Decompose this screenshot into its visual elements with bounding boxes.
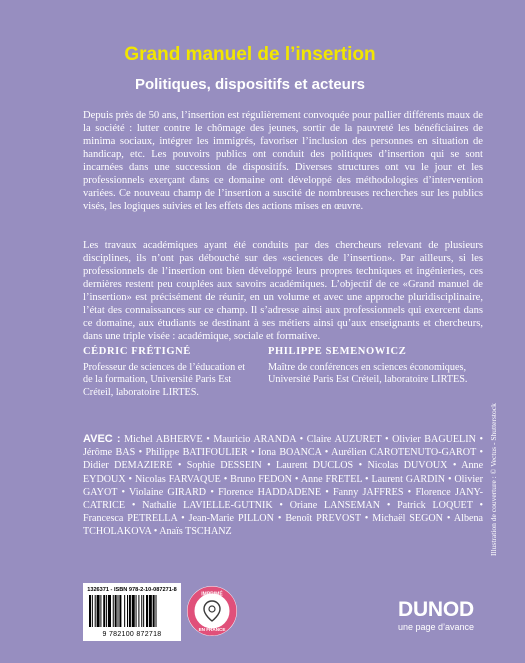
contributor-names: Michel ABHERVE • Mauricio ARANDA • Claire AUZURET • Olivier BAGUELIN • Jérôme BAS • Philippe BATIFOULIER • Iona BOANCA • Aurélien CAROTENUTO-GAROT • Didier DEMAZIERE • Sophie DESSEIN • Laurent DUCLOS • Nicolas DUVOUX • Anne EYDOUX • Nicolas FARVAQUE • Bruno FEDON • Anne FRETEL • Laurent GARDIN • Olivier GAYOT • Violaine GIRARD • Florence HADDADENE • Fanny JAFFRES • Florence JANY-CATRICE • Nathalie LAVIELLE-GUTNIK • Oriane LANSEMAN • Patrick LOQUET • Francesca PETRELLA • Jean-Marie PILLON • Benoît PREVOST • Michaël SEGON • Albena TCHOLAKOVA • Anaïs TSCHANZ — [83, 434, 484, 538]
contributor-name: Iona BOANCA — [257, 447, 322, 459]
author-bio: Professeur de sciences de l’éducation et de la formation, Université Paris Est Créteil, laboratoire LIRTES. — [83, 361, 246, 398]
book-title: Grand manuel de l’insertion — [124, 44, 376, 65]
contributor-name: Florence HADDADENE — [218, 486, 322, 498]
contributor-name: Patrick LOQUET — [397, 500, 473, 512]
contributor-name: Sophie DESSEIN — [186, 460, 262, 472]
contributor-name: Francesca PETRELLA — [83, 513, 178, 525]
contributor-name: Oriane LANSEMAN — [289, 500, 381, 512]
contributor-name: Violaine GIRARD — [129, 486, 207, 498]
contributor-name: Florence JANY-CATRICE — [83, 486, 484, 512]
contributor-name: Mauricio ARANDA — [213, 434, 297, 445]
author-bio: Maître de conférences en sciences économiques, Université Paris Est Créteil, laboratoire LIRTES. — [268, 361, 468, 386]
contributor-name: Michel ABHERVE — [124, 434, 203, 445]
isbn-top-text: 1326371 - ISBN 978-2-10-087271-8 — [87, 587, 177, 593]
contributor-name: Didier DEMAZIERE — [83, 460, 173, 472]
contributors-list — [83, 433, 483, 539]
summary-paragraph-1: Depuis près de 50 ans, l’insertion est régulièrement convoquée pour pallier différents maux de la société : lutter contre le chômage des jeunes, sortir de la pauvreté les bénéficiaires de minima sociaux, intégrer les immigrés, favoriser l’inclusion des personnes en situation de handicap, etc. Les pouvoirs publics ont conduit des politiques d’insertion qui se sont incarnées dans une succession de dispositifs. Diverses structures ont vu le jour et les professionnels exerçant dans ce domaine ont développé des méthodologies d’intervention variées. Ce nouveau champ de l’insertion a suscité de nombreuses recherches sur les publics visés, les logiques suivies et les effets des actions mises en œuvre. — [83, 110, 483, 212]
contributor-name: Albena TCHOLAKOVA — [83, 513, 483, 538]
author-name: CÉDRIC FRÉTIGNÉ — [83, 346, 191, 357]
contributor-name: Anaïs TSCHANZ — [159, 526, 232, 538]
contributor-name: Olivier GAYOT — [83, 473, 483, 498]
contributor-name: Bruno FEDON — [230, 473, 292, 485]
isbn-number: 9 782100 872718 — [102, 631, 162, 638]
summary-paragraph-2: Les travaux académiques ayant été conduits par des chercheurs relevant de plusieurs disciplines, ils n’ont pas débouché sur des «sciences de l’insertion». Par ailleurs, si les professionnels de l’insertion ont bien développé leurs propres techniques et ingénieries, ces dernières restent peu couplées aux savoirs académiques. L’objectif de ce «Grand manuel de l’insertion» est précisément de réunir, en un volume et avec une approche pluridisciplinaire, l’état des connaissances sur ce champ. Il s’adresse ainsi aux professionnels qui exercent dans ce domaine, aux étudiants se destinant à ses métiers ainsi qu’aux enseignants et chercheurs, dans une triple visée : académique, sociale et formative. — [83, 240, 483, 342]
contributor-name: Philippe BATIFOULIER — [145, 447, 248, 459]
author-block-2 — [268, 346, 478, 387]
cover-credit: Illustration de couverture : © Vectus - Shutterstock — [489, 403, 498, 556]
contributor-name: Olivier BAGUELIN — [392, 434, 476, 445]
seal-bottom-text: EN FRANCE — [198, 627, 226, 632]
contributor-name: Michaël SEGON — [372, 513, 443, 525]
contributor-name: Anne EYDOUX — [83, 460, 484, 485]
contributor-name: Nathalie LAVIELLE-GUTNIK — [142, 500, 273, 512]
barcode-bars — [89, 595, 175, 627]
seal-icon — [186, 585, 238, 637]
author-name: PHILIPPE SEMENOWICZ — [268, 346, 407, 357]
contributor-name: Fanny JAFFRES — [333, 486, 404, 498]
contributor-name: Jérôme BAS — [83, 447, 136, 459]
seal-top-text: IMPRIMÉ — [201, 591, 223, 598]
contributor-name: Anne FRETEL — [300, 473, 363, 485]
imprime-en-france-seal — [186, 585, 238, 637]
contributors-label: AVEC : — [83, 433, 121, 445]
contributor-name: Nicolas FARVAQUE — [134, 473, 221, 485]
author-block-1 — [83, 346, 253, 399]
contributor-name: Aurélien CAROTENUTO-GAROT — [331, 447, 477, 459]
contributor-name: Jean-Marie PILLON — [188, 513, 274, 525]
contributor-name: Benoît PREVOST — [285, 513, 361, 525]
publisher-name: DUNOD — [398, 598, 474, 621]
publisher-logo — [386, 600, 486, 632]
publisher-tagline: une page d’avance — [397, 622, 475, 632]
contributor-name: Nicolas DUVOUX — [367, 460, 448, 472]
contributor-name: Laurent DUCLOS — [276, 460, 354, 472]
book-subtitle: Politiques, dispositifs et acteurs — [134, 76, 366, 93]
isbn-barcode — [83, 583, 181, 641]
contributor-name: Claire AUZURET — [306, 434, 382, 445]
contributor-name: Laurent GARDIN — [371, 473, 446, 485]
